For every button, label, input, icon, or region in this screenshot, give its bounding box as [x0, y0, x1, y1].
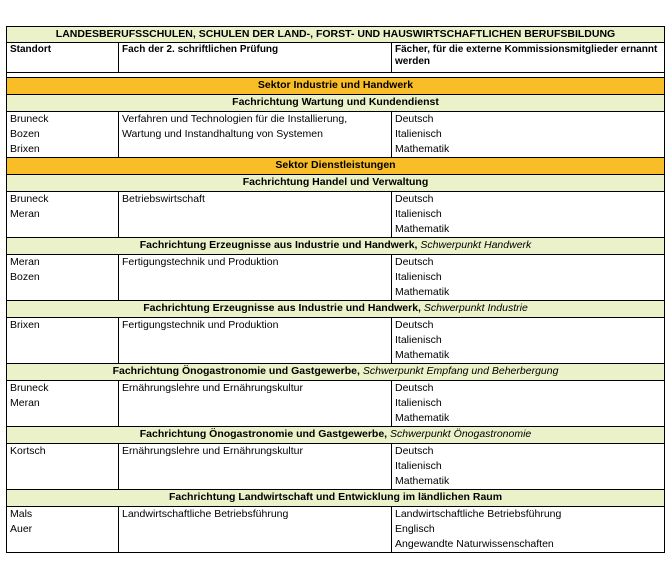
branch-row: [7, 427, 665, 444]
faecher-cell: Landwirtschaftliche Betriebsführung Englisch Angewandte Naturwissenschaften: [392, 507, 665, 553]
fach-cell: Ernährungslehre und Ernährungskultur: [119, 444, 392, 490]
table-title-row: [7, 27, 665, 43]
branch-row: [7, 301, 665, 318]
table-row: [7, 507, 665, 553]
faecher-cell: Deutsch Italienisch Mathematik: [392, 112, 665, 158]
faecher-cell: Deutsch Italienisch Mathematik: [392, 192, 665, 238]
standort-cell: Brixen: [7, 318, 119, 364]
branch-schwerpunkt: Schwerpunkt Önogastronomie: [390, 428, 532, 440]
sector-title: Sektor Dienstleistungen: [7, 158, 665, 175]
table-row: [7, 381, 665, 427]
faecher-cell: Deutsch Italienisch Mathematik: [392, 255, 665, 301]
branch-schwerpunkt: Schwerpunkt Handwerk: [420, 239, 532, 251]
branch-row: [7, 95, 665, 112]
branch-row: [7, 364, 665, 381]
branch-title: Fachrichtung Erzeugnisse aus Industrie und Handwerk, Schwerpunkt Industrie: [7, 301, 665, 318]
standort-cell: Meran Bozen: [7, 255, 119, 301]
branch-title: Fachrichtung Wartung und Kundendienst: [7, 95, 665, 112]
branch-title: Fachrichtung Önogastronomie und Gastgewerbe, Schwerpunkt Empfang und Beherbergung: [7, 364, 665, 381]
faecher-cell: Deutsch Italienisch Mathematik: [392, 444, 665, 490]
sector-row: [7, 78, 665, 95]
document-table-container: [6, 26, 664, 553]
table-row: [7, 255, 665, 301]
table-row: [7, 318, 665, 364]
fach-cell: Fertigungstechnik und Produktion: [119, 318, 392, 364]
faecher-cell: Deutsch Italienisch Mathematik: [392, 318, 665, 364]
header-standort: Standort: [7, 43, 119, 73]
branch-title: Fachrichtung Handel und Verwaltung: [7, 175, 665, 192]
header-faecher: Fächer, für die externe Kommissionsmitglieder ernannt werden: [392, 43, 665, 73]
exam-subjects-table: [6, 26, 665, 553]
table-header-row: [7, 43, 665, 73]
branch-schwerpunkt: Schwerpunkt Industrie: [423, 302, 528, 314]
branch-row: [7, 490, 665, 507]
branch-schwerpunkt: Schwerpunkt Empfang und Beherbergung: [362, 365, 559, 377]
sector-row: [7, 158, 665, 175]
table-row: [7, 112, 665, 158]
branch-row: [7, 175, 665, 192]
standort-cell: Bruneck Meran: [7, 381, 119, 427]
fach-cell: Landwirtschaftliche Betriebsführung: [119, 507, 392, 553]
branch-row: [7, 238, 665, 255]
table-row: [7, 192, 665, 238]
standort-cell: Mals Auer: [7, 507, 119, 553]
standort-cell: Kortsch: [7, 444, 119, 490]
header-fach: Fach der 2. schriftlichen Prüfung: [119, 43, 392, 73]
faecher-cell: Deutsch Italienisch Mathematik: [392, 381, 665, 427]
branch-title: Fachrichtung Erzeugnisse aus Industrie und Handwerk, Schwerpunkt Handwerk: [7, 238, 665, 255]
sector-title: Sektor Industrie und Handwerk: [7, 78, 665, 95]
fach-cell: Verfahren und Technologien für die Installierung, Wartung und Instandhaltung von Systemen: [119, 112, 392, 158]
branch-title: Fachrichtung Landwirtschaft und Entwicklung im ländlichen Raum: [7, 490, 665, 507]
fach-cell: Fertigungstechnik und Produktion: [119, 255, 392, 301]
fach-cell: Ernährungslehre und Ernährungskultur: [119, 381, 392, 427]
branch-title: Fachrichtung Önogastronomie und Gastgewerbe, Schwerpunkt Önogastronomie: [7, 427, 665, 444]
standort-cell: Bruneck Bozen Brixen: [7, 112, 119, 158]
table-row: [7, 444, 665, 490]
table-title: LANDESBERUFSSCHULEN, SCHULEN DER LAND-, FORST- UND HAUSWIRTSCHAFTLICHEN BERUFSBILDUNG: [7, 27, 665, 43]
standort-cell: Bruneck Meran: [7, 192, 119, 238]
fach-cell: Betriebswirtschaft: [119, 192, 392, 238]
